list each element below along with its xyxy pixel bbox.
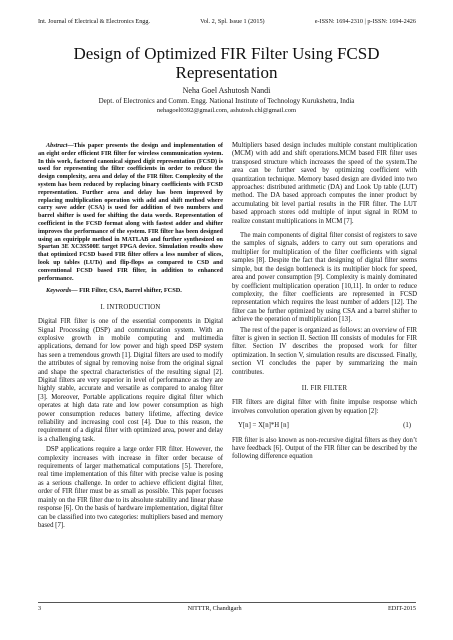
equation-number: (1) xyxy=(403,422,411,430)
intro-paragraph-2: DSP applications require a large order FIR filter. However, the complexity increases with increase in filter order because of requirements of larger mathematical computations [5]. Therefore, real time implementation of this filter with precise value is posing as a serious challenge. In order to achieve efficient digital filter, order of FIR filter must be as small as possible. This paper focuses mainly on the FIR filter due to its absolute stability and linear phase response [6]. On the basis of hardware implementation, digital filter can be classified into two categories: multipliers based and memory based [7]. xyxy=(38,446,223,529)
keywords-label: Keywords xyxy=(46,287,72,295)
equation-1 xyxy=(232,422,417,430)
body-paragraph-2: The main components of digital filter consist of registers to save the samples of signals, adders to carry out sum operations and multiplier for multiplication of the filter coefficients with signal samples [8]. Despite the fact that designing of digital filter seems simple, but the design bottleneck is its multiplier block for speed, area and power consumption [9]. Complexity is mainly dominated by coefficient multiplication operation [10,11]. In order to reduce complexity, the filter coefficients are represented in FCSD representation which requires the least number of adders [12]. The filter can be further optimized by using CSA and a barrel shifter to achieve the operation of multiplication [13]. xyxy=(232,232,417,324)
body-paragraph-5: FIR filter is also known as non-recursive digital filters as they don’t have feedback [6]. Output of the FIR filter can be described by the following difference equation xyxy=(232,436,417,461)
page-number: 3 xyxy=(38,605,42,612)
paper-title: Design of Optimized FIR Filter Using FCSD Representation xyxy=(73,44,380,82)
abstract-label: Abstract xyxy=(46,142,68,149)
abstract-text: —This paper presents the design and implementation of an eight order efficient FIR filter for wireless communication system. In this work, factored canonical signed digit representation (FCSD) is used for representing the filter coefficients in order to reduce the design complexity, area and delay of the FIR filter. Complexity of the system has been reduced by replacing binary coefficients with FCSD representation. Further area and delay has been improved by replacing multiplication operation with add and shift method where carry save adder (CSA) is used for addition of two numbers and barrel shifter is used for shifting the data words. Representation of coefficient in the FCSD format along with fastest adder and shifter improves the performance of the system. FIR filter has been designed using an equiripple method in MATLAB and further synthesized on Spartan 3E XC3S500E target FPGA device. Simulation results show that optimized FCSD based FIR filter offers a less number of slices, look up tables (LUTs) and flip-flops as compared to CSD and conventional FCSD based FIR filter, in addition to enhanced performance. xyxy=(38,142,223,282)
footer-divider xyxy=(38,602,416,603)
page-footer xyxy=(38,605,416,612)
paper-email: nehagoel0392@gmail.com, ashutosh.chl@gmail.com xyxy=(156,107,297,114)
body-paragraph-3: The rest of the paper is organized as follows: an overview of FIR filter is given in section II. Section III consists of modules for FIR filter. Section IV describes the proposed work for filter optimization. In section V, simulation results are discussed. Finally, section VI concludes the paper by summarizing the main contributes. xyxy=(232,326,417,376)
body-paragraph-1: Multipliers based design includes multiple constant multiplication (MCM) with add and shift operations.MCM based FIR filter uses transposed structure which increases the speed of the system.The area can be further saved by optimizing coefficient with quantization technique. Memory based design are divided into two approaches: distributed arithmetic (DA) and Look Up table (LUT) method. The DA based approach computes the inner product by accumulating bit level partial results in the FIR filter. The LUT based approach stores odd multiple of input signal in ROM to realize constant multiplications in MCM [7]. xyxy=(232,142,417,225)
footer-edition: EDIT-2015 xyxy=(388,605,416,612)
abstract xyxy=(38,142,223,282)
equation-text: Y[n] = X[n]*H [n] xyxy=(238,422,289,430)
paper-authors: Neha Goel Ashutosh Nandi xyxy=(182,86,271,95)
body-paragraph-4: FIR filters are digital filter with finite impulse response which involves convolution operation given by equation [2]: xyxy=(232,399,417,415)
left-column xyxy=(38,142,223,532)
journal-volume: Vol. 2, Spl. Issue 1 (2015) xyxy=(200,18,265,25)
footer-institution: NITTTR, Chandigarh xyxy=(187,605,242,612)
section-heading-introduction: I. INTRODUCTION xyxy=(100,303,161,311)
journal-name: Int. Journal of Electrical & Electronics Engg. xyxy=(38,18,151,25)
paper-affiliation: Dept. of Electronics and Comm. Engg. National Institute of Technology Kurukshetra, India xyxy=(98,97,355,105)
keywords-text: — FIR Filter, CSA, Barrel shifter, FCSD. xyxy=(71,287,182,295)
right-column xyxy=(232,142,417,464)
running-header xyxy=(38,18,416,25)
keywords xyxy=(38,287,223,295)
journal-issn: e-ISSN: 1694-2310 | p-ISSN: 1694-2426 xyxy=(314,18,416,25)
intro-paragraph-1: Digital FIR filter is one of the essential components in Digital Signal Processing (DSP) and communication system. With an explosive growth in mobile computing and multimedia applications, demand for low power and high speed DSP system has seen a tremendous growth [1]. Digital filters are used to modify the attributes of signal by removing noise from the original signal and shape the spectral characteristics of the resulting signal [2]. Digital filters are very superior in level of performance as they are highly stable, accurate and versatile as compared to analog filter [3]. Moreover, Portable applications require digital filter which operates at high data rate and low power consumption as high power consumption reduces battery lifetime, affecting device reliability and increasing cool cost [4]. Due to this reason, the requirement of a digital filter with optimized area, power and delay is a challenging task. xyxy=(38,318,223,443)
section-heading-fir-filter: II. FIR FILTER xyxy=(301,384,348,392)
